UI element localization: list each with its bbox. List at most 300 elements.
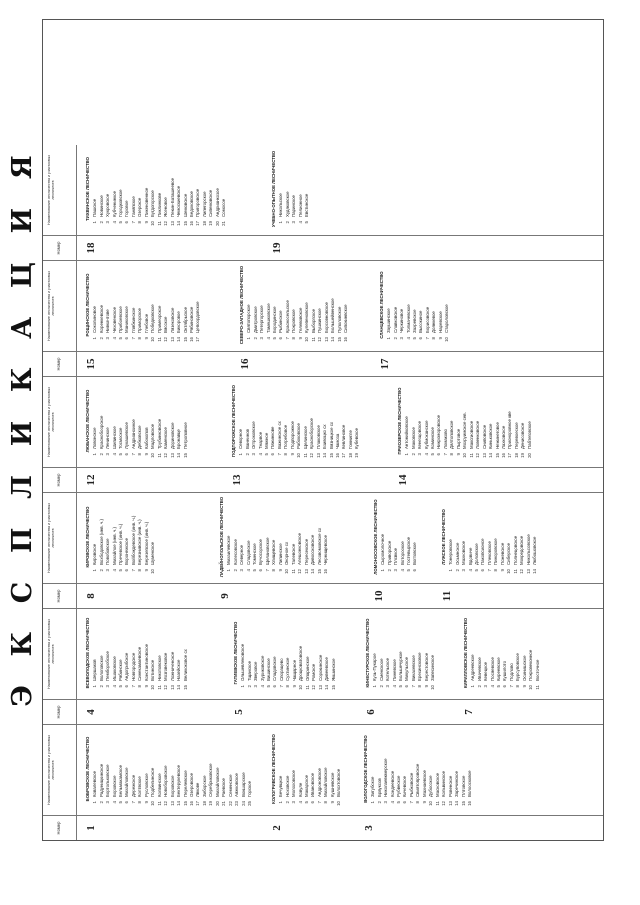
district-name: РОЩИНСКОЕ ЛЕСНИЧЕСТВО: [85, 273, 90, 337]
section-list: [238, 379, 361, 463]
item-number: 20: [214, 801, 220, 806]
item-number: 15: [182, 337, 188, 342]
item-number: 8: [137, 453, 143, 456]
item-name: Викахевское: [410, 655, 416, 681]
item-number: 7: [130, 337, 136, 340]
name-column: [43, 145, 603, 235]
item-number: 10: [284, 569, 290, 574]
item-number: 13: [525, 569, 531, 574]
item-name: Прибоевское: [117, 306, 123, 333]
item-name: Константиновское: [143, 643, 149, 681]
item-name: Бечувцкое: [278, 775, 284, 797]
item-number: 15: [460, 801, 466, 806]
item-number: 21: [221, 801, 227, 806]
item-name: Пакопсионсе: [480, 538, 486, 565]
district-block: [239, 263, 349, 347]
item-name: Ноховское: [284, 775, 290, 797]
district-block: [231, 379, 361, 463]
item-name: Борсовновское: [323, 302, 329, 333]
item-name: Волоосковое: [466, 770, 472, 797]
item-number: 1: [238, 453, 244, 456]
item-name: Запесинское: [430, 654, 436, 681]
item-number: 14: [176, 685, 182, 690]
district-block: [85, 611, 189, 695]
item-number: 7: [486, 569, 492, 572]
item-number: 12: [519, 569, 525, 574]
section-list: [92, 263, 202, 347]
item-number: 18: [513, 453, 519, 458]
district-number: 16: [239, 358, 251, 370]
item-number: 3: [105, 453, 111, 456]
item-name: Перелевское: [182, 770, 188, 797]
item-name: Максгиовское: [468, 420, 474, 449]
item-name: Пожевское: [499, 542, 505, 565]
section-list: [386, 263, 451, 347]
item-name: Любошовское: [532, 536, 538, 565]
item-name: Антонийковское: [404, 416, 410, 449]
item-name: Подлово: [508, 663, 514, 681]
item-name: Огтроковское: [251, 421, 257, 449]
item-number: 15: [182, 221, 188, 226]
item-number: 4: [405, 337, 411, 340]
item-number: 10: [528, 685, 534, 690]
item-number: 1: [92, 337, 98, 340]
district-block: [373, 495, 419, 579]
item-name: Евстинское: [303, 193, 309, 217]
item-number: 3: [483, 685, 489, 688]
item-number: 4: [257, 453, 263, 456]
item-name: Берестовское: [423, 652, 429, 681]
item-name: Ковалевское: [92, 770, 98, 797]
list-item: [304, 147, 310, 231]
section-list: [92, 379, 189, 463]
item-number: 7: [424, 337, 430, 340]
item-name: Бедоковское: [188, 191, 194, 217]
item-number: 6: [272, 685, 278, 688]
name-column: [43, 608, 603, 699]
item-number: 2: [378, 685, 384, 688]
item-number: 12: [309, 453, 315, 458]
district-name: ЛУЖСКОЕ ЛЕСНИЧЕСТВО: [441, 509, 446, 565]
item-name: Кабокопов: [143, 427, 149, 449]
item-name: Осьмнское: [454, 542, 460, 565]
item-name: Пересекское: [303, 538, 309, 565]
item-name: Перевоеское: [513, 422, 519, 449]
item-name: Цепоордовское: [195, 301, 201, 333]
section-list: [372, 611, 437, 695]
item-number: 2: [244, 453, 250, 456]
item-number: 6: [270, 453, 276, 456]
number-header: Номер: [43, 816, 77, 840]
item-number: 8: [271, 569, 277, 572]
item-name: Коминское: [429, 427, 435, 449]
district-number: 6: [365, 709, 377, 715]
district-block: [85, 495, 157, 579]
item-number: 5: [117, 801, 123, 804]
title-letter: П: [6, 527, 38, 554]
item-name: Мозговековое: [163, 652, 169, 681]
item-name: Пикеновенное: [143, 187, 149, 217]
item-name: Пашское: [92, 198, 98, 217]
item-number: 17: [507, 453, 513, 458]
item-number: 5: [263, 453, 269, 456]
item-name: Коренкевское: [98, 304, 104, 333]
item-number: 3: [253, 685, 259, 688]
item-name: Липинское: [277, 543, 283, 565]
title-letter: Л: [6, 474, 38, 499]
list-item: [535, 611, 541, 695]
list-item: [195, 263, 201, 347]
name-header: Наименование лесничества и участковых лесничеств: [43, 493, 77, 583]
title-letter: К: [6, 631, 38, 657]
item-name: Котельское: [385, 657, 391, 681]
item-number: 10: [150, 453, 156, 458]
item-number: 23: [234, 801, 240, 806]
item-number: 4: [297, 801, 303, 804]
item-number: 10: [150, 337, 156, 342]
item-number: 3: [259, 337, 265, 340]
section-list: [246, 263, 349, 347]
item-number: 8: [137, 801, 143, 804]
item-name: Шуменское: [150, 541, 156, 565]
item-name: Гелевовское: [297, 307, 303, 333]
item-number: 7: [130, 685, 136, 688]
item-name: Никольсовское: [525, 534, 531, 565]
item-number: 6: [258, 569, 264, 572]
item-number: 11: [156, 801, 162, 806]
item-name: Нивкачтове: [105, 309, 111, 333]
item-name: Волохтовское: [336, 768, 342, 797]
item-number: 3: [383, 801, 389, 804]
item-name: Бзивоцко сх: [322, 424, 328, 449]
title-letters: [6, 21, 38, 841]
item-name: Сладовское: [272, 656, 278, 681]
district-block: [363, 727, 473, 811]
item-number: 11: [290, 569, 296, 574]
list-item: [430, 611, 436, 695]
item-name: Маковское: [410, 427, 416, 449]
item-number: 4: [265, 337, 271, 340]
item-number: 3: [417, 453, 423, 456]
item-name: Вязницкое сх: [328, 421, 334, 449]
item-name: Зиборское: [201, 775, 207, 797]
item-name: Радуницкинское: [98, 763, 104, 797]
district-name: ТИХВИНСКОЕ ЛЕСНИЧЕСТВО: [85, 156, 90, 222]
item-number: 1: [246, 337, 252, 340]
district-name: ПРИОЗЕРСКОЕ ЛЕСНИЧЕСТВО: [397, 387, 402, 455]
item-number: 1: [404, 453, 410, 456]
item-name: Победковское: [150, 304, 156, 333]
item-number: 2: [376, 801, 382, 804]
item-number: 11: [156, 453, 162, 458]
list-item: [343, 263, 349, 347]
item-name: Зигубское: [370, 776, 376, 797]
item-number: 8: [137, 685, 143, 688]
item-number: 5: [117, 337, 123, 340]
item-name: Погребовое: [283, 424, 289, 449]
item-number: 8: [323, 801, 329, 804]
item-number: 9: [329, 801, 335, 804]
item-number: 17: [341, 453, 347, 458]
item-name: Северное: [239, 544, 245, 565]
item-name: Вишинское: [265, 658, 271, 681]
list-item: [183, 379, 189, 463]
title-letter: С: [6, 581, 38, 604]
title-letter: Ц: [6, 262, 38, 289]
name-header: Наименование лесничества и участковых лесничеств: [43, 725, 77, 815]
item-name: Сиберское: [506, 542, 512, 565]
item-name: Покровеконное: [528, 649, 534, 681]
district-number: 14: [397, 474, 409, 486]
district-block: [379, 263, 451, 347]
list-item: [532, 495, 538, 579]
item-name: Вологовское: [98, 655, 104, 681]
item-name: Ванеинов: [244, 429, 250, 449]
item-name: Горское: [247, 780, 253, 797]
item-number: 6: [124, 337, 130, 340]
item-name: Краснобоорское: [98, 415, 104, 449]
item-name: Борисовское: [424, 306, 430, 333]
item-name: Лесовомовское сх: [316, 527, 322, 565]
item-number: 4: [399, 569, 405, 572]
item-name: Ловенковское: [475, 420, 481, 449]
item-number: 1: [226, 569, 232, 572]
item-number: 10: [150, 221, 156, 226]
number-column: [43, 467, 603, 492]
item-number: 10: [336, 801, 342, 806]
title-letter: А: [6, 316, 38, 339]
item-name: Прионоровное кве: [507, 411, 513, 449]
item-name: Чеховенское: [111, 306, 117, 333]
item-name: Семенское: [227, 774, 233, 797]
item-name: Тнарвое: [257, 431, 263, 449]
number-column: [43, 815, 603, 840]
item-number: 7: [130, 801, 136, 804]
district-number: 8: [85, 593, 97, 599]
item-number: 2: [252, 337, 258, 340]
item-name: Андрианкозое: [214, 188, 220, 217]
item-number: 13: [169, 801, 175, 806]
section-list: [370, 727, 473, 811]
item-name: Дроцковатовское: [298, 645, 304, 681]
item-number: 5: [251, 569, 257, 572]
item-number: 3: [105, 337, 111, 340]
item-name: Михайловское: [124, 767, 130, 797]
district-block: [397, 379, 533, 463]
column-set: [43, 145, 603, 260]
item-name: Якшинское: [330, 658, 336, 681]
item-number: 4: [111, 801, 117, 804]
item-number: 10: [298, 685, 304, 690]
item-name: Пелионное: [297, 194, 303, 217]
number-column: [43, 699, 603, 724]
item-number: 9: [143, 337, 149, 340]
title-letter: И: [6, 420, 38, 447]
district-block: [463, 611, 541, 695]
district-block: [441, 495, 539, 579]
list-item: [444, 263, 450, 347]
item-name: Тщанское: [246, 660, 252, 681]
item-name: Ломаково: [442, 429, 448, 449]
item-name: Сипемовское: [208, 189, 214, 217]
item-number: 6: [402, 801, 408, 804]
item-number: 5: [397, 685, 403, 688]
item-name: Дубосское: [428, 775, 434, 797]
item-name: Кубевское: [354, 427, 360, 449]
item-name: Бурсуповское: [515, 653, 521, 681]
item-number: 8: [137, 569, 143, 572]
item-number: 14: [176, 337, 182, 342]
item-name: Рябинское: [117, 659, 123, 681]
item-number: 1: [92, 221, 98, 224]
item-number: 5: [271, 337, 277, 340]
section-list: [380, 495, 419, 579]
item-name: Аяжковское: [234, 773, 240, 797]
item-number: 11: [156, 337, 162, 342]
item-number: 14: [176, 221, 182, 226]
section-list: [278, 147, 310, 231]
item-number: 5: [303, 221, 309, 224]
item-number: 6: [278, 337, 284, 340]
item-name: Мокредовское: [519, 535, 525, 565]
section-list: [404, 379, 533, 463]
item-name: Боровское: [111, 775, 117, 797]
item-name: Вокшарское: [240, 772, 246, 797]
item-number: 13: [481, 453, 487, 458]
item-number: 2: [98, 569, 104, 572]
item-number: 7: [130, 453, 136, 456]
item-number: 4: [489, 685, 495, 688]
district-name: ВОЛОГОДСКОЕ ЛЕСНИЧЕСТВО: [363, 735, 368, 803]
item-number: 10: [150, 801, 156, 806]
number-header: Номер: [43, 352, 77, 376]
list-item: [412, 495, 418, 579]
item-name: Плаковское: [315, 425, 321, 449]
item-number: 1: [470, 685, 476, 688]
item-name: Пиклинкове: [156, 192, 162, 217]
section-list: [92, 611, 189, 695]
item-number: 1: [278, 221, 284, 224]
item-number: 19: [520, 453, 526, 458]
item-name: Зверовое: [253, 661, 259, 681]
item-name: Колесовское: [232, 539, 238, 565]
item-name: Щелинское: [302, 426, 308, 449]
item-name: Озеровское: [188, 772, 194, 797]
list-item: [467, 727, 473, 811]
item-number: 8: [137, 337, 143, 340]
item-number: 9: [289, 453, 295, 456]
item-name: Кенезцовское: [417, 420, 423, 449]
item-number: 6: [310, 801, 316, 804]
district-number: 15: [85, 358, 97, 370]
item-number: 17: [195, 337, 201, 342]
name-column: [43, 492, 603, 583]
item-number: 14: [322, 453, 328, 458]
item-number: 9: [499, 569, 505, 572]
section-list: [278, 727, 343, 811]
item-name: Святопорское: [246, 304, 252, 333]
district-number: 11: [441, 590, 453, 602]
item-number: 16: [188, 221, 194, 226]
item-number: 5: [303, 801, 309, 804]
title-letter: И: [6, 207, 38, 234]
item-number: 2: [284, 801, 290, 804]
item-number: 2: [410, 453, 416, 456]
item-number: 13: [323, 337, 329, 342]
item-name: Восточное: [534, 659, 540, 681]
district-name: УЧЕБНО-ОПЫТНОЕ ЛЕСНИЧЕСТВО: [271, 150, 276, 228]
item-number: 6: [436, 453, 442, 456]
item-name: Микульское: [404, 656, 410, 681]
item-number: 18: [201, 221, 207, 226]
item-name: Ивачевское: [476, 657, 482, 681]
item-number: 25: [247, 801, 253, 806]
item-name: Кировское: [92, 543, 98, 565]
list-item: [354, 379, 360, 463]
item-name: Кондеевское: [389, 770, 395, 797]
district-number: 4: [85, 709, 97, 715]
item-name: Махковское: [461, 540, 467, 565]
item-name: Тонеровское: [448, 539, 454, 565]
item-number: 7: [276, 453, 282, 456]
item-name: Ковуле: [297, 782, 303, 797]
item-name: Окорное сх: [284, 541, 290, 565]
district-block: [85, 263, 202, 347]
district-block: [219, 495, 329, 579]
item-number: 6: [412, 569, 418, 572]
item-number: 7: [408, 801, 414, 804]
item-name: Пуполовское: [336, 306, 342, 333]
item-number: 5: [473, 569, 479, 572]
item-number: 13: [315, 453, 321, 458]
item-number: 5: [265, 685, 271, 688]
item-number: 12: [475, 453, 481, 458]
item-number: 13: [169, 685, 175, 690]
item-number: 7: [264, 569, 270, 572]
item-name: Большечуркое: [397, 651, 403, 681]
name-column: [43, 376, 603, 467]
item-number: 11: [434, 801, 440, 806]
item-name: Пиноровское: [493, 538, 499, 565]
item-number: 15: [182, 801, 188, 806]
item-number: 8: [415, 801, 421, 804]
item-name: Кузь-Пукарое: [372, 653, 378, 681]
name-header: Наименование лесничества и участковых лесничеств: [43, 377, 77, 467]
item-number: 6: [124, 685, 130, 688]
item-number: 6: [404, 685, 410, 688]
item-name: Большейвенское: [330, 298, 336, 333]
item-name: Кубмоканское: [423, 420, 429, 449]
item-name: Киреевское: [495, 657, 501, 681]
item-number: 2: [98, 801, 104, 804]
item-number: 8: [417, 685, 423, 688]
district-name: ПОДПОРОЖСКОЕ ЛЕСНИЧЕСТВО: [231, 385, 236, 457]
item-name: Дмитровское: [252, 306, 258, 333]
item-number: 13: [169, 453, 175, 458]
item-name: Пыртовое: [455, 428, 461, 449]
title-letter: Я: [6, 155, 38, 180]
item-name: Петроповное: [182, 422, 188, 449]
item-number: 13: [169, 337, 175, 342]
item-name: Подпорожное: [289, 421, 295, 449]
item-name: Ромское: [311, 663, 317, 681]
item-number: 11: [304, 685, 310, 690]
item-number: 16: [322, 569, 328, 574]
item-name: Махнаевское: [421, 770, 427, 797]
item-name: Заречинское: [454, 770, 460, 797]
item-number: 19: [208, 801, 214, 806]
list-item: [183, 611, 189, 695]
